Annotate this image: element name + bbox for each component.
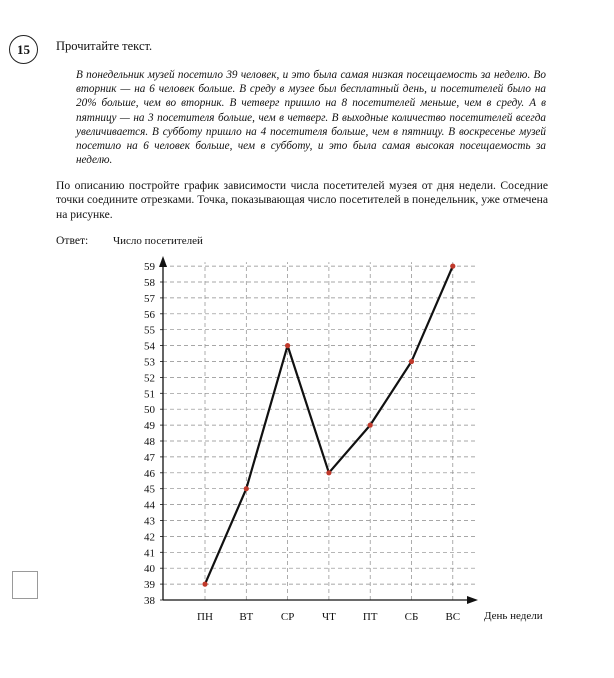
x-tick-label: СБ xyxy=(404,611,419,623)
y-tick-label: 57 xyxy=(144,292,155,305)
y-tick-label: 53 xyxy=(144,356,155,369)
y-tick-label: 41 xyxy=(144,547,155,560)
y-tick-label: 47 xyxy=(144,451,155,464)
x-tick-label: ВТ xyxy=(239,611,254,623)
y-axis-arrow xyxy=(159,256,167,267)
x-axis-arrow xyxy=(467,596,478,604)
answer-checkbox[interactable] xyxy=(12,571,38,599)
answer-label: Ответ: xyxy=(56,234,89,247)
y-tick-label: 54 xyxy=(144,340,155,353)
data-point-ЧТ xyxy=(326,470,331,475)
y-tick-label: 59 xyxy=(144,261,155,274)
data-point-ВС xyxy=(450,264,455,269)
story-text: В понедельник музей посетило 39 человек, и это была самая низкая посещаемость за неделю. Во вторник — на 6 человек больше. В среду в музее был бесплатный день, и посетителей было на 20% больше, чем во вторник. В четверг пришло на 8 посетителей меньше, чем в среду. А в пятницу — на 3 посетителя больше, чем в четверг. В выходные количество посетителей всегда увеличивается. В субботу пришло на 4 посетителя больше, чем в пятницу. В воскресенье музей посетило на 6 человек больше, чем в субботу, и это была самая высокая посещаемость за неделю. xyxy=(76,69,546,167)
task-title: Прочитайте текст. xyxy=(56,39,153,53)
data-point-ПТ xyxy=(368,423,373,428)
y-tick-label: 46 xyxy=(144,467,155,480)
x-tick-labels xyxy=(197,611,460,623)
y-tick-label: 51 xyxy=(144,388,155,401)
data-point-ПН xyxy=(202,582,207,587)
x-axis-label: День недели xyxy=(484,610,543,622)
y-tick-label: 58 xyxy=(144,277,155,289)
y-axis-label: Число посетителей xyxy=(113,235,203,247)
y-tick-label: 43 xyxy=(144,515,155,528)
x-tick-label: ВС xyxy=(445,611,461,623)
x-tick-label: СР xyxy=(280,611,295,623)
data-point-ВТ xyxy=(244,486,249,491)
y-tick-label: 45 xyxy=(144,483,155,496)
y-tick-label: 55 xyxy=(144,324,155,337)
y-tick-label: 40 xyxy=(144,563,155,576)
y-tick-label: 48 xyxy=(144,436,155,448)
x-tick-label: ПН xyxy=(197,611,213,623)
y-tick-label: 42 xyxy=(144,531,155,544)
y-tick-label: 39 xyxy=(144,579,155,592)
x-tick-label: ПТ xyxy=(362,611,378,623)
y-tick-label: 49 xyxy=(144,420,155,433)
y-tick-label: 52 xyxy=(144,372,155,385)
task-number: 15 xyxy=(9,35,38,64)
chart-grid xyxy=(163,262,478,600)
y-tick-labels xyxy=(144,261,156,607)
y-tick-label: 38 xyxy=(144,595,155,607)
instruction-text: По описанию постройте график зависимости числа посетителей музея от дня недели. Соседние точки соедините отрезками. Точка, показывающая число посетителей в понедельник, уже отмечена на рисунке. xyxy=(56,179,548,221)
chart-axes xyxy=(159,256,478,604)
y-tick-label: 50 xyxy=(144,404,155,417)
y-tick-label: 44 xyxy=(144,499,155,512)
x-tick-label: ЧТ xyxy=(321,611,336,623)
y-tick-label: 56 xyxy=(144,308,155,321)
data-point-СР xyxy=(285,343,290,348)
data-point-СБ xyxy=(409,359,414,364)
